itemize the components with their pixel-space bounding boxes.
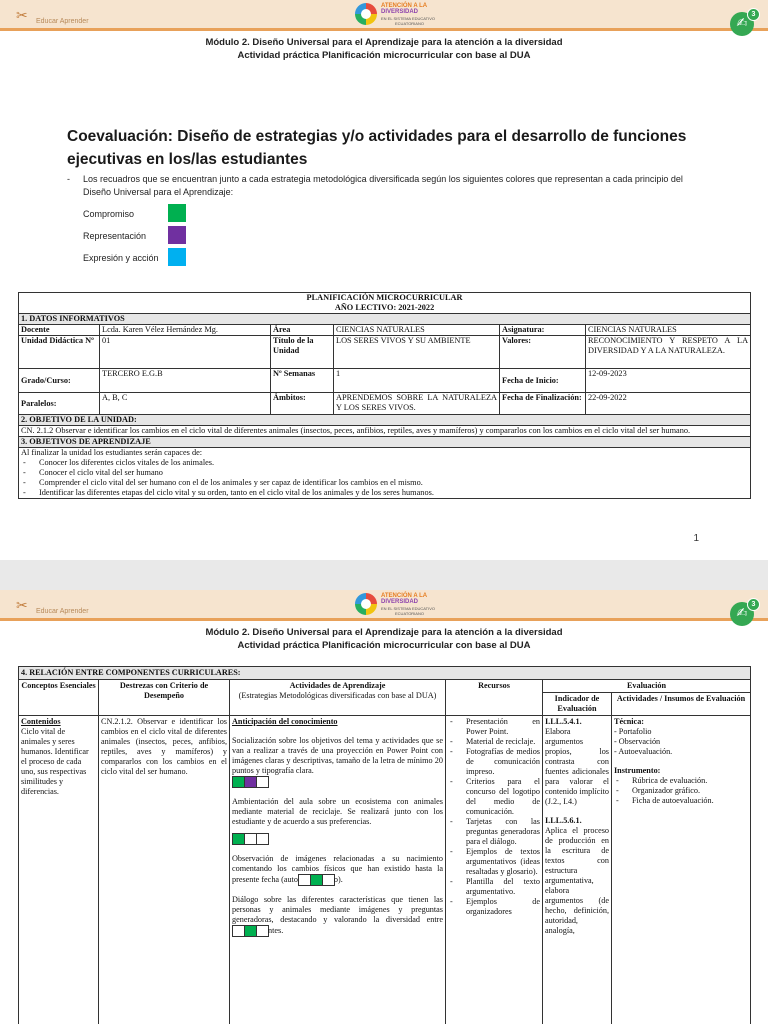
planning-title-line1: PLANIFICACIÓN MICROCURRICULAR <box>306 293 463 302</box>
paralelos-label: Paralelos: <box>19 393 100 415</box>
indicator-2-code: I.LL.5.6.1. <box>545 816 582 825</box>
indicator-2-text: Aplica el proceso de producción en la escritura de textos con estructura argumentativa, elabora argumentos (de hecho, definición, autoridad, analogía, <box>545 826 609 935</box>
activity-4-text: Diálogo sobre las diferentes características que tienen las personas y animales mediante imágenes y preguntas generadoras, destacando y valorando la diversidad entre <box>232 895 443 924</box>
header-recursos: Recursos <box>446 680 543 716</box>
learning-item: - Conocer el ciclo vital del ser humano <box>21 468 748 478</box>
activity-4 <box>232 895 443 937</box>
recursos-cell <box>446 716 543 1024</box>
instrumento-item: - Rúbrica de evaluación. <box>614 776 748 786</box>
recurso-item: - Ejemplos de textos argumentativos (ideas resaltadas y glosario). <box>448 847 540 877</box>
logo-line4: ECUATORIANO <box>395 21 424 26</box>
logo-line2: DIVERSIDAD <box>381 9 419 15</box>
module-title: Módulo 2. Diseño Universal para el Aprendizaje para la atención a la diversidad <box>205 37 563 48</box>
module-title: Módulo 2. Diseño Universal para el Aprendizaje para la atención a la diversidad <box>205 627 563 638</box>
legend-expresion-label: Expresión y acción <box>83 253 159 263</box>
recurso-item: - Tarjetas con las preguntas generadoras para el diálogo. <box>448 817 540 847</box>
area-label: Área <box>271 325 334 336</box>
activity-3-text-end: o). <box>333 874 343 884</box>
fin-value: 22-09-2022 <box>586 393 751 415</box>
grado-label: Grado/Curso: <box>19 369 100 393</box>
inicio-value: 12-09-2023 <box>586 369 751 393</box>
header-instrumentos: Actividades / Insumos de Evaluación <box>612 693 751 716</box>
page-2 <box>0 590 768 1024</box>
activity-3 <box>232 854 443 886</box>
instrumentos-cell <box>612 716 751 1024</box>
logo-line4: ECUATORIANO <box>395 611 424 616</box>
dua-boxes-activity-2 <box>232 833 268 845</box>
indicator-1-code: I.LL.5.4.1. <box>545 717 582 726</box>
section-datos: 1. DATOS INFORMATIVOS <box>19 314 751 325</box>
anticipacion-label: Anticipación del conocimiento <box>232 717 338 726</box>
instrumento-label: Instrumento: <box>614 766 661 775</box>
recurso-item: - Ejemplos de organizadores <box>448 897 540 917</box>
module-badge <box>730 602 754 626</box>
destreza-text: CN.2.1.2. Observar e identificar los cambios en el ciclo vital de diferentes animales (insectos, peces, anfibios, reptiles, aves y mamíferos) y compararlos con los cambios en el ciclo vital del ser humano. <box>99 716 230 1024</box>
header-evaluacion: Evaluación <box>543 680 751 693</box>
module-badge-number: 3 <box>747 598 760 611</box>
instrumento-item: - Ficha de autoevaluación. <box>614 796 748 806</box>
page-number: 1 <box>693 533 699 544</box>
tecnica-item: - Portafolio <box>614 727 652 736</box>
coevaluation-title: Coevaluación: Diseño de estrategias y/o actividades para el desarrollo de funciones ejecutivas en los/las estudiantes <box>67 128 687 168</box>
tecnica-item: - Observación <box>614 737 661 746</box>
planning-title-line2: AÑO LECTIVO: 2021-2022 <box>334 303 435 312</box>
dua-box-empty <box>256 776 269 788</box>
logo-line2: DIVERSIDAD <box>381 599 419 605</box>
planning-title <box>19 293 751 314</box>
unit-objective: CN. 2.1.2 Observar e identificar los cambios en el ciclo vital de diferentes animales (insectos, peces, anfibios, reptiles, aves y mamíferos) y compararlos con los cambios en el ciclo vital del ser humano. <box>19 426 751 437</box>
docente-label: Docente <box>19 325 100 336</box>
contenidos-label: Contenidos <box>21 717 61 726</box>
semanas-value: 1 <box>334 369 500 393</box>
dua-boxes-activity-3 <box>298 874 334 886</box>
actividades-cell <box>230 716 446 1024</box>
activity-2: Ambientación del aula sobre un ecosistema con animales mediante material de reciclaje. Se realizará junto con los estudiante y de acuerdo a sus preferencias. <box>232 797 443 826</box>
handshake-icon: ✍ <box>736 16 748 31</box>
recurso-item: - Fotografías de medios de comunicación impreso. <box>448 747 540 777</box>
logo-line3: EN EL SISTEMA EDUCATIVO <box>381 606 436 611</box>
planning-table <box>18 292 751 499</box>
indicador-cell <box>543 716 612 1024</box>
recurso-item: - Material de reciclaje. <box>448 737 540 747</box>
legend-compromiso-swatch <box>168 204 186 222</box>
handshake-icon: ✍ <box>736 606 748 621</box>
grado-value: TERCERO E.G.B <box>100 369 271 393</box>
area-value: CIENCIAS NATURALES <box>334 325 500 336</box>
instrumento-item: - Organizador gráfico. <box>614 786 748 796</box>
recurso-item: - Presentación en Power Point. <box>448 717 540 737</box>
curricular-table <box>18 666 751 1024</box>
dua-box-empty <box>256 833 269 845</box>
logo-line1: ATENCIÓN A LA <box>381 593 428 599</box>
legend-expresion-swatch <box>168 248 186 266</box>
learning-item: - Conocer los diferentes ciclos vitales de los animales. <box>21 458 748 468</box>
paralelos-value: A, B, C <box>100 393 271 415</box>
learning-intro: Al finalizar la unidad los estudiantes serán capaces de: <box>21 448 203 457</box>
conceptos-cell <box>19 716 99 1024</box>
brand-text: Educar Aprender <box>36 608 89 615</box>
puzzle-icon: ✂ <box>16 8 28 24</box>
section-aprendizaje: 3. OBJETIVOS DE APRENDIZAJE <box>19 437 751 448</box>
module-badge <box>730 12 754 36</box>
docente-value: Lcda. Karen Vélez Hernández Mg. <box>100 325 271 336</box>
tecnica-item: - Autoevaluación. <box>614 747 673 756</box>
header-actividades-subtitle: (Estrategias Metodológicas diversificadas con base al DUA) <box>238 691 437 700</box>
coevaluation-intro-text: Los recuadros que se encuentran junto a cada estrategia metodológica diversificada según los siguientes colores que representan a cada principio del Diseño Universal para el Aprendizaje: <box>83 174 683 197</box>
ambitos-label: Ámbitos: <box>271 393 334 415</box>
diversity-logo-icon <box>355 3 377 25</box>
module-badge-number: 3 <box>747 8 760 21</box>
recurso-item: - Plantilla del texto argumentativo. <box>448 877 540 897</box>
tecnica-label: Técnica: <box>614 717 645 726</box>
puzzle-icon: ✂ <box>16 598 28 614</box>
page-gap <box>0 560 768 590</box>
legend-compromiso-label: Compromiso <box>83 209 135 219</box>
titulo-label: Título de la Unidad <box>271 336 334 369</box>
section-relacion: 4. RELACIÓN ENTRE COMPONENTES CURRICULARES: <box>19 667 751 680</box>
learning-item: - Identificar las diferentes etapas del ciclo vital y su orden, tanto en el ciclo vital de los animales y de los seres humanos. <box>21 488 748 498</box>
unidad-value: 01 <box>100 336 271 369</box>
header-actividades <box>230 680 446 716</box>
valores-label: Valores: <box>500 336 586 369</box>
recurso-item: - Criterios para el concurso del logotipo del medio de comunicación. <box>448 777 540 817</box>
section-objetivo: 2. OBJETIVO DE LA UNIDAD: <box>19 415 751 426</box>
ambitos-value: APRENDEMOS SOBRE LA NATURALEZA Y LOS SERES VIVOS. <box>334 393 500 415</box>
learning-objectives <box>19 448 751 499</box>
learning-item: - Comprender el ciclo vital del ser humano con el de los animales y ser capaz de identificar los cambios en el mismo. <box>21 478 748 488</box>
activity-4-text-end: ntes. <box>268 925 284 935</box>
unidad-label: Unidad Didáctica Nº <box>19 336 100 369</box>
inicio-label: Fecha de Inicio: <box>500 369 586 393</box>
diversity-logo-icon <box>355 593 377 615</box>
valores-value: RECONOCIMIENTO Y RESPETO A LA DIVERSIDAD Y A LA NATURALEZA. <box>586 336 751 369</box>
activity-3-text: Observación de imágenes relacionadas a su nacimiento comentando los cambios físicos que han existido hasta la presente fecha (auto <box>232 854 443 884</box>
legend-representacion-swatch <box>168 226 186 244</box>
coevaluation-intro: - Los recuadros que se encuentran junto a cada estrategia metodológica diversificada según los siguientes colores que representan a cada principio del Diseño Universal para el Aprendizaje: <box>67 173 707 199</box>
header-actividades-title: Actividades de Aprendizaje <box>289 681 386 690</box>
logo-line3: EN EL SISTEMA EDUCATIVO <box>381 16 436 21</box>
activity-title: Actividad práctica Planificación microcurricular con base al DUA <box>237 640 531 651</box>
contenidos-text: Ciclo vital de animales y seres humanos. Identificar el proceso de cada uno, sus respectivas similitudes y diferencias. <box>21 727 89 796</box>
asignatura-label: Asignatura: <box>500 325 586 336</box>
asignatura-value: CIENCIAS NATURALES <box>586 325 751 336</box>
logo-line1: ATENCIÓN A LA <box>381 3 428 9</box>
fin-label: Fecha de Finalización: <box>500 393 586 415</box>
semanas-label: Nº Semanas <box>271 369 334 393</box>
brand-text: Educar Aprender <box>36 18 89 25</box>
indicator-1-text: Elabora argumentos propios, los contrasta con fuentes adicionales para valorar el contenido implícito (J.2., I.4.) <box>545 727 609 806</box>
header-indicador: Indicador de Evaluación <box>543 693 612 716</box>
dua-boxes-activity-1 <box>232 776 268 788</box>
activity-title: Actividad práctica Planificación microcurricular con base al DUA <box>237 50 531 61</box>
diversity-logo <box>355 3 455 29</box>
header-conceptos: Conceptos Esenciales <box>19 680 99 716</box>
header-destrezas: Destrezas con Criterio de Desempeño <box>99 680 230 716</box>
titulo-value: LOS SERES VIVOS Y SU AMBIENTE <box>334 336 500 369</box>
diversity-logo <box>355 593 455 619</box>
legend-representacion-label: Representación <box>83 231 147 241</box>
dua-boxes-activity-4 <box>232 925 268 937</box>
activity-1: Socialización sobre los objetivos del tema y actividades que se van a realizar a través de una proyección en Power Point con imágenes claras y descriptivas, tamaño de la letra de mínimo 20 puntos y tipografía clara. <box>232 736 443 775</box>
